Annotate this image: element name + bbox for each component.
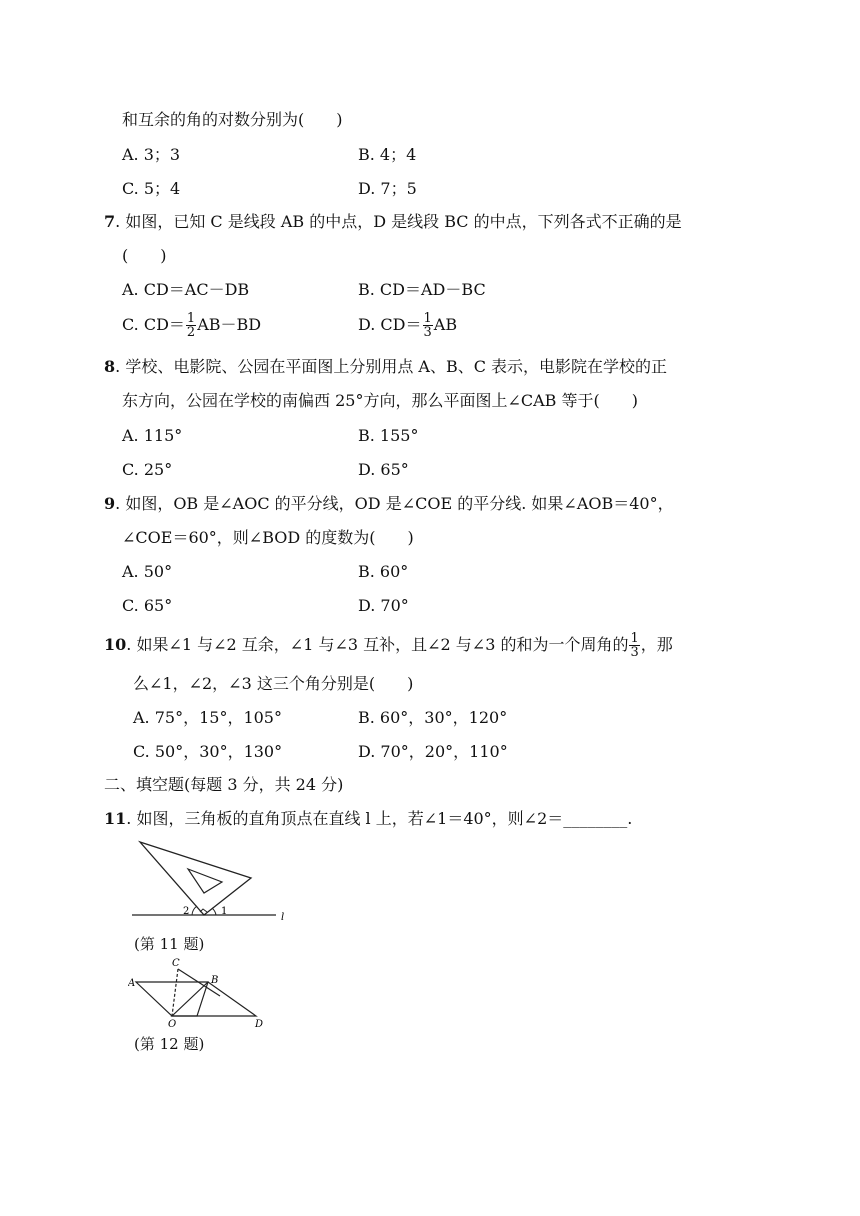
q12-caption: (第 12 题) — [134, 1035, 205, 1053]
q9-stem — [104, 494, 674, 516]
q11-caption: (第 11 题) — [134, 935, 205, 953]
q11-label-l: l — [281, 912, 285, 923]
q11-number: 11 — [104, 809, 127, 828]
q10-option-b: B. 60°，30°，120° — [358, 708, 508, 727]
q9-option-b: B. 60° — [358, 562, 409, 581]
q12-label-B: B — [211, 975, 219, 986]
q8-option-b: B. 155° — [358, 426, 419, 445]
q10-continuation: 么∠1，∠2，∠3 这三个角分别是( ) — [133, 674, 414, 693]
q9-continuation: ∠COE＝60°，则∠BOD 的度数为( ) — [122, 528, 414, 547]
q7-option-b: B. CD＝AD－BC — [358, 280, 486, 299]
q12-label-C: C — [172, 958, 180, 969]
q7-stem — [104, 212, 682, 234]
q7-text: . 如图，已知 C 是线段 AB 的中点，D 是线段 BC 的中点，下列各式不正确的是 — [115, 212, 682, 231]
q12-segment-oc — [172, 969, 178, 1016]
q12-label-D: D — [255, 1019, 264, 1030]
q11-stem — [104, 809, 632, 831]
q11-right-angle-mark — [200, 909, 207, 912]
q11-label-1: 1 — [221, 906, 228, 917]
q10-fraction — [629, 632, 639, 659]
q12-figure — [128, 956, 270, 1030]
q11-angle-2-arc — [192, 906, 197, 915]
q7-d-frac-num: 1 — [423, 311, 432, 326]
q7-option-d-post: AB — [433, 315, 458, 334]
q7-d-frac-den: 3 — [423, 325, 432, 340]
q12-label-O: O — [168, 1019, 177, 1030]
q8-option-c: C. 25° — [122, 460, 173, 479]
q9-option-a: A. 50° — [122, 562, 173, 581]
q10-option-d: D. 70°，20°，110° — [358, 742, 508, 761]
q7-option-d-fraction — [423, 312, 433, 339]
q8-number: 8 — [104, 357, 116, 376]
q9-option-c: C. 65° — [122, 596, 173, 615]
q12-trapezoid — [136, 982, 208, 1016]
q11-figure-set-square — [128, 836, 293, 924]
q8-option-d: D. 65° — [358, 460, 409, 479]
q10-number: 10 — [104, 635, 127, 654]
q9-text: . 如图，OB 是∠AOC 的平分线，OD 是∠COE 的平分线. 如果∠AOB＝40°， — [115, 494, 674, 513]
q10-option-c: C. 50°，30°，130° — [133, 742, 283, 761]
q7-option-c-fraction — [186, 312, 196, 339]
q6-continuation: 和互余的角的对数分别为( ) — [122, 110, 343, 129]
q11-triangle-outer — [140, 842, 251, 915]
q12-label-A: A — [128, 978, 136, 989]
q11-angle-1-arc — [212, 908, 216, 915]
q7-number: 7 — [104, 212, 116, 231]
q10-frac-den: 3 — [630, 645, 639, 660]
q7-option-c-post: AB－BD — [197, 315, 262, 334]
q6-option-b: B. 4；4 — [358, 145, 417, 164]
q7-option-c — [122, 312, 261, 339]
q10-text-end: ，那 — [640, 635, 673, 654]
section-heading-fill-in: 二、填空题(每题 3 分，共 24 分) — [104, 775, 344, 794]
q10-frac-num: 1 — [630, 631, 639, 646]
q7-c-frac-den: 2 — [186, 325, 196, 340]
q10-option-a: A. 75°，15°，105° — [133, 708, 282, 727]
q12-triangle-obd — [172, 982, 256, 1016]
q11-triangle-inner — [188, 869, 222, 893]
q6-option-d: D. 7；5 — [358, 179, 417, 198]
q8-option-a: A. 115° — [122, 426, 183, 445]
q10-text: . 如果∠1 与∠2 互余，∠1 与∠3 互补，且∠2 与∠3 的和为一个周角的 — [126, 635, 629, 654]
q8-stem — [104, 357, 667, 379]
q6-option-c: C. 5；4 — [122, 179, 181, 198]
q8-continuation: 东方向，公园在学校的南偏西 25°方向，那么平面图上∠CAB 等于( ) — [122, 391, 638, 410]
q11-text: . 如图，三角板的直角顶点在直线 l 上，若∠1＝40°，则∠2＝________. — [126, 809, 633, 828]
q7-option-a: A. CD＝AC－DB — [122, 280, 250, 299]
q9-option-d: D. 70° — [358, 596, 409, 615]
q11-label-2: 2 — [183, 906, 190, 917]
q7-option-d — [358, 312, 457, 339]
q7-option-c-pre: C. CD＝ — [122, 315, 185, 334]
q7-option-d-pre: D. CD＝ — [358, 315, 422, 334]
q10-stem — [104, 632, 673, 662]
q6-option-a: A. 3；3 — [122, 145, 181, 164]
q7-c-frac-num: 1 — [186, 311, 196, 326]
q8-text: . 学校、电影院、公园在平面图上分别用点 A、B、C 表示，电影院在学校的正 — [115, 357, 668, 376]
q9-number: 9 — [104, 494, 116, 513]
q7-continuation: ( ) — [122, 246, 167, 265]
